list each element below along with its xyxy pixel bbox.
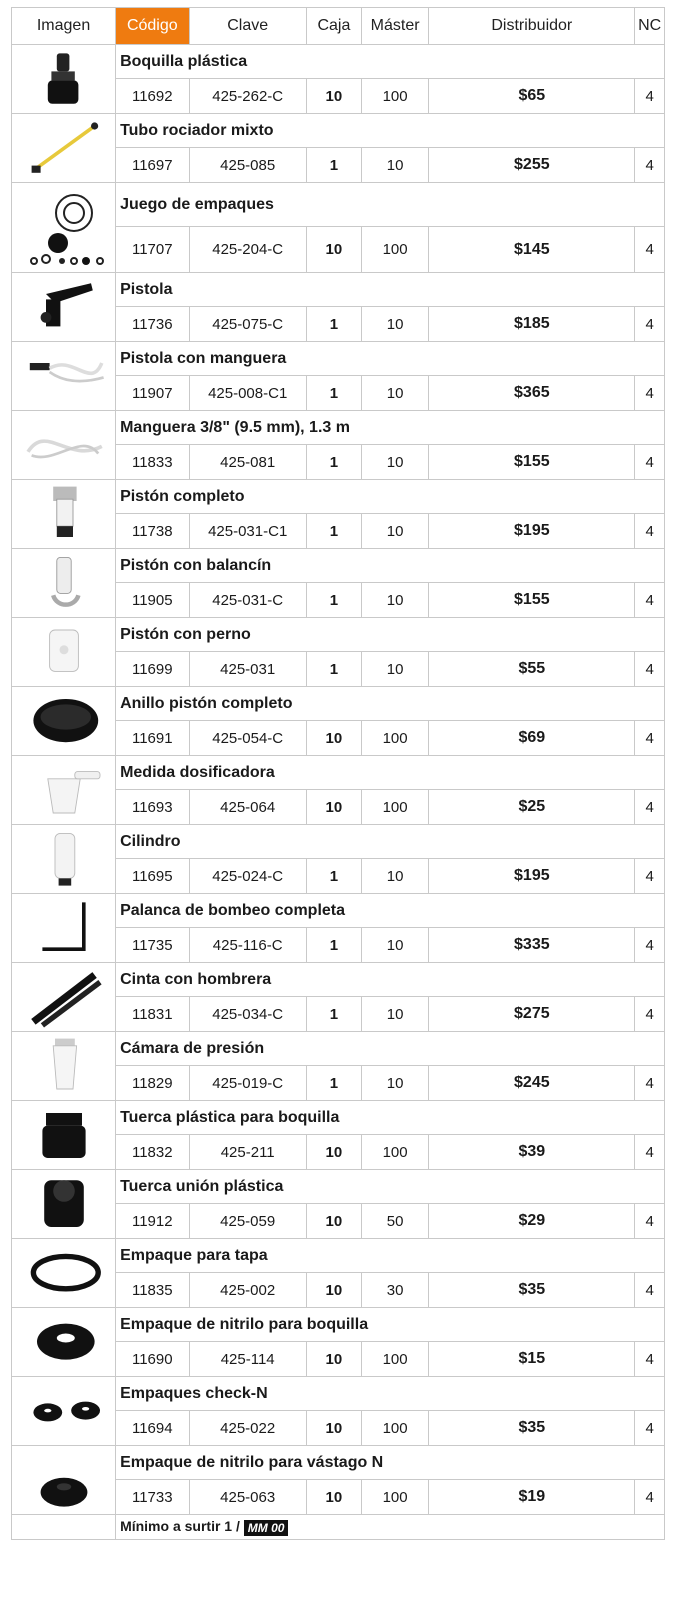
product-key: 425-075-C [189, 307, 306, 342]
product-key: 425-085 [189, 148, 306, 183]
product-master: 50 [361, 1204, 428, 1239]
product-nc: 4 [635, 721, 665, 756]
product-key: 425-211 [189, 1135, 306, 1170]
product-master: 10 [361, 307, 428, 342]
table-row [12, 342, 665, 376]
header-distribuidor: Distribuidor [429, 8, 635, 45]
product-price: $145 [429, 227, 635, 273]
table-row [12, 618, 665, 652]
product-code: 11833 [116, 445, 189, 480]
gun-with-hose-icon [14, 345, 114, 408]
check-gaskets-icon [14, 1380, 114, 1443]
product-nc: 4 [635, 1066, 665, 1101]
product-code: 11829 [116, 1066, 189, 1101]
product-image [12, 963, 116, 1032]
footer-spacer [12, 1515, 116, 1540]
hose-icon [14, 414, 114, 477]
product-image [12, 183, 116, 273]
product-nc: 4 [635, 514, 665, 549]
product-name: Pistón con balancín [116, 549, 665, 583]
product-nc: 4 [635, 1411, 665, 1446]
product-code: 11738 [116, 514, 189, 549]
product-box: 10 [306, 790, 361, 825]
table-row [12, 1446, 665, 1480]
product-code: 11699 [116, 652, 189, 687]
product-nc: 4 [635, 1135, 665, 1170]
product-key: 425-031-C1 [189, 514, 306, 549]
product-code: 11690 [116, 1342, 189, 1377]
product-name: Medida dosificadora [116, 756, 665, 790]
product-name: Tuerca unión plástica [116, 1170, 665, 1204]
product-price: $19 [429, 1480, 635, 1515]
product-box: 1 [306, 514, 361, 549]
table-row [12, 1239, 665, 1273]
product-box: 1 [306, 997, 361, 1032]
product-image [12, 687, 116, 756]
product-key: 425-008-C1 [189, 376, 306, 411]
product-name: Pistola con manguera [116, 342, 665, 376]
product-price: $65 [429, 79, 635, 114]
product-nc: 4 [635, 928, 665, 963]
product-name: Cinta con hombrera [116, 963, 665, 997]
product-box: 1 [306, 859, 361, 894]
footer-note [116, 1515, 665, 1540]
product-box: 10 [306, 227, 361, 273]
table-row [12, 687, 665, 721]
product-name: Pistón completo [116, 480, 665, 514]
product-nc: 4 [635, 1204, 665, 1239]
product-image [12, 411, 116, 480]
product-image [12, 756, 116, 825]
product-price: $365 [429, 376, 635, 411]
table-row [12, 825, 665, 859]
product-image [12, 549, 116, 618]
product-master: 10 [361, 445, 428, 480]
product-nc: 4 [635, 652, 665, 687]
product-price: $195 [429, 859, 635, 894]
product-name: Palanca de bombeo completa [116, 894, 665, 928]
header-caja: Caja [306, 8, 361, 45]
piston-rocker-icon [14, 552, 114, 615]
table-body [12, 45, 665, 1540]
product-nc: 4 [635, 307, 665, 342]
table-row [12, 480, 665, 514]
union-nut-icon [14, 1173, 114, 1236]
product-price: $335 [429, 928, 635, 963]
table-row [12, 1308, 665, 1342]
nitrile-gasket-icon [14, 1311, 114, 1374]
pressure-chamber-icon [14, 1035, 114, 1098]
product-image [12, 1446, 116, 1515]
table-row [12, 45, 665, 79]
product-box: 10 [306, 1135, 361, 1170]
product-box: 1 [306, 376, 361, 411]
product-box: 1 [306, 445, 361, 480]
header-clave: Clave [189, 8, 306, 45]
product-box: 10 [306, 721, 361, 756]
product-key: 425-204-C [189, 227, 306, 273]
gasket-set-icon [14, 186, 114, 270]
product-key: 425-034-C [189, 997, 306, 1032]
shoulder-strap-icon [14, 966, 114, 1029]
product-box: 10 [306, 1411, 361, 1446]
product-nc: 4 [635, 859, 665, 894]
table-row [12, 963, 665, 997]
product-name: Empaque de nitrilo para boquilla [116, 1308, 665, 1342]
product-box: 1 [306, 1066, 361, 1101]
product-master: 10 [361, 376, 428, 411]
product-code: 11733 [116, 1480, 189, 1515]
product-price: $29 [429, 1204, 635, 1239]
product-code: 11832 [116, 1135, 189, 1170]
product-code: 11736 [116, 307, 189, 342]
product-key: 425-031 [189, 652, 306, 687]
product-master: 100 [361, 790, 428, 825]
piston-pin-icon [14, 621, 114, 684]
product-master: 100 [361, 721, 428, 756]
product-master: 100 [361, 1480, 428, 1515]
product-code: 11691 [116, 721, 189, 756]
product-price: $155 [429, 583, 635, 618]
product-box: 1 [306, 928, 361, 963]
table-row [12, 1032, 665, 1066]
product-image [12, 825, 116, 894]
product-master: 10 [361, 652, 428, 687]
product-master: 10 [361, 928, 428, 963]
product-image [12, 273, 116, 342]
product-price: $25 [429, 790, 635, 825]
header-row [12, 8, 665, 45]
spray-gun-icon [14, 276, 114, 339]
product-key: 425-024-C [189, 859, 306, 894]
product-key: 425-116-C [189, 928, 306, 963]
product-nc: 4 [635, 1273, 665, 1308]
product-key: 425-031-C [189, 583, 306, 618]
product-name: Tubo rociador mixto [116, 114, 665, 148]
stem-gasket-icon [14, 1449, 114, 1512]
pump-lever-icon [14, 897, 114, 960]
product-name: Empaque para tapa [116, 1239, 665, 1273]
product-nc: 4 [635, 79, 665, 114]
header-codigo: Código [116, 8, 189, 45]
table-row [12, 756, 665, 790]
cylinder-icon [14, 828, 114, 891]
product-name: Tuerca plástica para boquilla [116, 1101, 665, 1135]
product-image [12, 894, 116, 963]
product-image [12, 618, 116, 687]
spray-wand-icon [14, 117, 114, 180]
product-code: 11692 [116, 79, 189, 114]
product-master: 10 [361, 1066, 428, 1101]
header-nc: NC [635, 8, 665, 45]
table-row [12, 1101, 665, 1135]
product-image [12, 1308, 116, 1377]
product-box: 1 [306, 307, 361, 342]
product-nc: 4 [635, 583, 665, 618]
product-key: 425-262-C [189, 79, 306, 114]
mm-badge: MM 00 [244, 1520, 289, 1536]
product-master: 10 [361, 859, 428, 894]
product-code: 11835 [116, 1273, 189, 1308]
product-image [12, 1377, 116, 1446]
piston-ring-icon [14, 690, 114, 753]
product-box: 1 [306, 148, 361, 183]
table-row [12, 114, 665, 148]
product-price: $275 [429, 997, 635, 1032]
nozzle-nut-icon [14, 1104, 114, 1167]
product-image [12, 45, 116, 114]
product-code: 11907 [116, 376, 189, 411]
product-box: 10 [306, 1273, 361, 1308]
product-price: $195 [429, 514, 635, 549]
product-code: 11831 [116, 997, 189, 1032]
product-box: 10 [306, 1480, 361, 1515]
product-master: 100 [361, 1135, 428, 1170]
minimum-note: Mínimo a surtir 1 / [120, 1518, 240, 1535]
footer-row [12, 1515, 665, 1540]
product-name: Cilindro [116, 825, 665, 859]
product-name: Empaques check-N [116, 1377, 665, 1411]
product-price: $255 [429, 148, 635, 183]
product-nc: 4 [635, 1480, 665, 1515]
product-nc: 4 [635, 227, 665, 273]
measuring-cup-icon [14, 759, 114, 822]
product-nc: 4 [635, 445, 665, 480]
product-master: 10 [361, 514, 428, 549]
product-code: 11694 [116, 1411, 189, 1446]
product-image [12, 342, 116, 411]
product-key: 425-064 [189, 790, 306, 825]
product-master: 10 [361, 997, 428, 1032]
table-row [12, 549, 665, 583]
product-master: 10 [361, 148, 428, 183]
product-name: Cámara de presión [116, 1032, 665, 1066]
product-nc: 4 [635, 790, 665, 825]
product-price: $69 [429, 721, 635, 756]
product-key: 425-019-C [189, 1066, 306, 1101]
product-box: 1 [306, 652, 361, 687]
product-name: Pistola [116, 273, 665, 307]
product-name: Manguera 3/8" (9.5 mm), 1.3 m [116, 411, 665, 445]
product-key: 425-054-C [189, 721, 306, 756]
header-master: Máster [361, 8, 428, 45]
product-image [12, 1170, 116, 1239]
product-box: 10 [306, 1204, 361, 1239]
product-key: 425-063 [189, 1480, 306, 1515]
table-row [12, 1377, 665, 1411]
product-price: $39 [429, 1135, 635, 1170]
lid-gasket-icon [14, 1242, 114, 1305]
product-box: 10 [306, 1342, 361, 1377]
table-row [12, 273, 665, 307]
product-code: 11905 [116, 583, 189, 618]
product-image [12, 1239, 116, 1308]
product-code: 11912 [116, 1204, 189, 1239]
product-price: $35 [429, 1273, 635, 1308]
product-image [12, 1032, 116, 1101]
product-master: 100 [361, 1411, 428, 1446]
product-name: Boquilla plástica [116, 45, 665, 79]
nozzle-icon [14, 48, 114, 111]
product-master: 10 [361, 583, 428, 618]
product-code: 11697 [116, 148, 189, 183]
table-row [12, 183, 665, 227]
product-master: 100 [361, 1342, 428, 1377]
product-key: 425-114 [189, 1342, 306, 1377]
table-row [12, 1170, 665, 1204]
product-name: Empaque de nitrilo para vástago N [116, 1446, 665, 1480]
product-price: $245 [429, 1066, 635, 1101]
product-name: Juego de empaques [116, 183, 665, 227]
product-key: 425-081 [189, 445, 306, 480]
product-name: Pistón con perno [116, 618, 665, 652]
product-name: Anillo pistón completo [116, 687, 665, 721]
product-code: 11707 [116, 227, 189, 273]
product-image [12, 114, 116, 183]
product-code: 11693 [116, 790, 189, 825]
product-price: $185 [429, 307, 635, 342]
product-price: $15 [429, 1342, 635, 1377]
table-row [12, 894, 665, 928]
product-nc: 4 [635, 376, 665, 411]
product-image [12, 480, 116, 549]
product-image [12, 1101, 116, 1170]
product-box: 1 [306, 583, 361, 618]
product-code: 11695 [116, 859, 189, 894]
piston-complete-icon [14, 483, 114, 546]
table-row [12, 411, 665, 445]
product-master: 30 [361, 1273, 428, 1308]
product-key: 425-022 [189, 1411, 306, 1446]
product-key: 425-059 [189, 1204, 306, 1239]
product-price: $155 [429, 445, 635, 480]
spare-parts-table [11, 7, 665, 1540]
product-nc: 4 [635, 997, 665, 1032]
product-box: 10 [306, 79, 361, 114]
product-key: 425-002 [189, 1273, 306, 1308]
product-master: 100 [361, 227, 428, 273]
header-imagen: Imagen [12, 8, 116, 45]
product-nc: 4 [635, 148, 665, 183]
product-nc: 4 [635, 1342, 665, 1377]
product-code: 11735 [116, 928, 189, 963]
product-price: $55 [429, 652, 635, 687]
product-master: 100 [361, 79, 428, 114]
product-price: $35 [429, 1411, 635, 1446]
